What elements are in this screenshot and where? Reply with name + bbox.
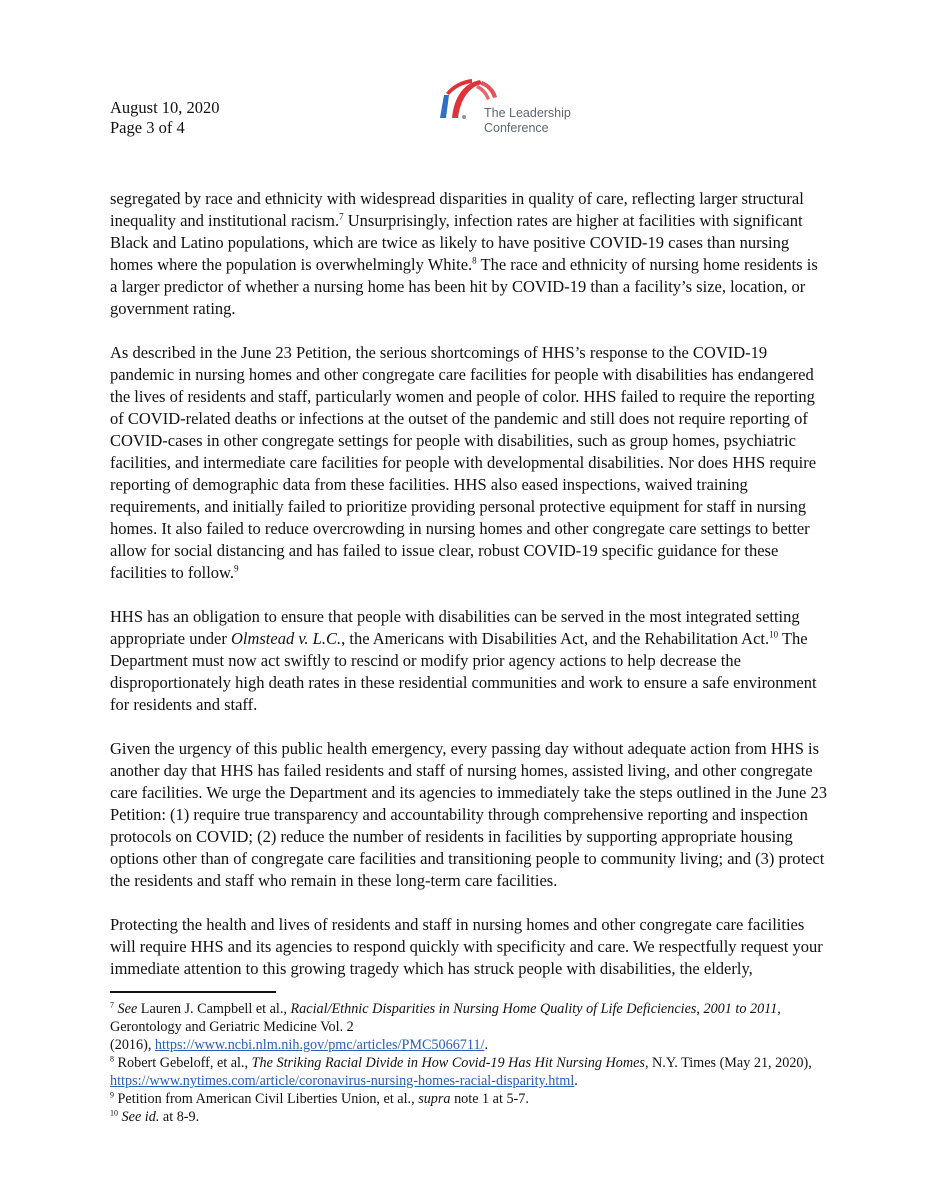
footnote-9: $^9$ Petition from American Civil Liberties Union, et al., supra note 1 at 5-7.	[110, 1090, 529, 1107]
paragraph-5: Protecting the health and lives of residents and staff in nursing homes and other congregate care facilities will require HHS and its agencies to respond quickly with specificity and care. We respectfully request your immediate attention to this growing tragedy which has struck people with disabilities, the elderly,	[110, 915, 823, 978]
footnote-divider	[110, 991, 276, 993]
footnote-ref-9[interactable]: 9	[234, 563, 239, 574]
footnote-10: $^{10}$ See id. at 8-9.	[110, 1108, 200, 1125]
paragraph-1: segregated by race and ethnicity with widespread disparities in quality of care, reflecting larger structural inequality and institutional racism.$^7$ Unsurprisingly, infection rates are higher at facilities with significant Black and Latino populations, which are twice as likely to have positive COVID-19 cases than nursing homes where the population is overwhelmingly White.$^8$ The race and ethnicity of nursing home residents is a larger predictor of whether a nursing home has been hit by COVID-19 than a facility’s size, location, or government rating.	[110, 189, 818, 318]
case-citation: Olmstead v. L.C.	[230, 629, 342, 648]
letter-body	[110, 188, 828, 1002]
footnote-ref-10[interactable]: 10	[769, 629, 779, 640]
footnote-ref-8[interactable]: 8	[472, 255, 477, 266]
footnotes	[110, 1000, 830, 1126]
logo-text	[484, 106, 571, 136]
paragraph-4: Given the urgency of this public health emergency, every passing day without adequate action from HHS is another day that HHS has failed residents and staff of nursing homes, assisted living, and other congregate care facilities. We urge the Department and its agencies to immediately take the steps outlined in the June 23 Petition: (1) require true transparency and accountability through comprehensive reporting and inspection protocols on COVID; (2) reduce the number of residents in facilities by supporting appropriate housing options other than of congregate care facilities and transitioning people to community living; and (3) protect the residents and staff who remain in these long-term care facilities.	[110, 739, 827, 890]
footnote-7: $^7$ See Lauren J. Campbell et al., Racial/Ethnic Disparities in Nursing Home Quality of Life Deficiencies, 2001 to 2011, Gerontology and Geriatric Medicine Vol. 2 (2016), https://www.ncbi.nlm.nih.gov/pmc/articles/PMC5066711/.	[110, 1000, 781, 1053]
paragraph-2: As described in the June 23 Petition, the serious shortcomings of HHS’s response to the COVID-19 pandemic in nursing homes and other congregate care facilities for people with disabilities has endangered the lives of residents and staff, particularly women and people of color. HHS failed to require the reporting of COVID-related deaths or infections at the outset of the pandemic and still does not require reporting of COVID-cases in other congregate settings for people with disabilities, such as group homes, psychiatric facilities, and intermediate care facilities for people with developmental disabilities. Nor does HHS require reporting of demographic data from these facilities. HHS also eased inspections, waived training requirements, and initially failed to prioritize providing personal protective equipment for staff in nursing homes. It also failed to reduce overcrowding in nursing homes and other congregate care settings to better allow for social distancing and has failed to issue clear, robust COVID-19 specific guidance for these facilities to follow.$^9$	[110, 343, 817, 582]
footnote-8-link[interactable]: https://www.nytimes.com/article/coronavirus-nursing-homes-racial-disparity.html	[110, 1073, 575, 1089]
logo-text-line1: The Leadership	[484, 106, 571, 120]
footnote-7-link[interactable]: https://www.ncbi.nlm.nih.gov/pmc/articles/PMC5066711/	[154, 1037, 485, 1053]
paragraph-3: HHS has an obligation to ensure that people with disabilities can be served in the most integrated setting appropriate under Olmstead v. L.C., the Americans with Disabilities Act, and the Rehabilitation Act.$^{10}$ The Department must now act swiftly to rescind or modify prior agency actions to help decrease the disproportionately high death rates in these residential communities and work to ensure a safe environment for residents and staff.	[110, 607, 817, 714]
logo-text-line2: Conference	[484, 121, 549, 135]
letter-header	[110, 98, 220, 138]
footnote-ref-7[interactable]: 7	[339, 211, 344, 222]
page-number: Page 3 of 4	[110, 118, 185, 137]
letter-date: August 10, 2020	[110, 98, 220, 117]
leadership-conference-logo	[438, 75, 588, 135]
footnote-8: $^8$ Robert Gebeloff, et al., The Striking Racial Divide in How Covid-19 Has Hit Nursing Homes, N.Y. Times (May 21, 2020), https://www.nytimes.com/article/coronavirus-nursing-homes-racial-disparity.html.	[110, 1054, 812, 1089]
